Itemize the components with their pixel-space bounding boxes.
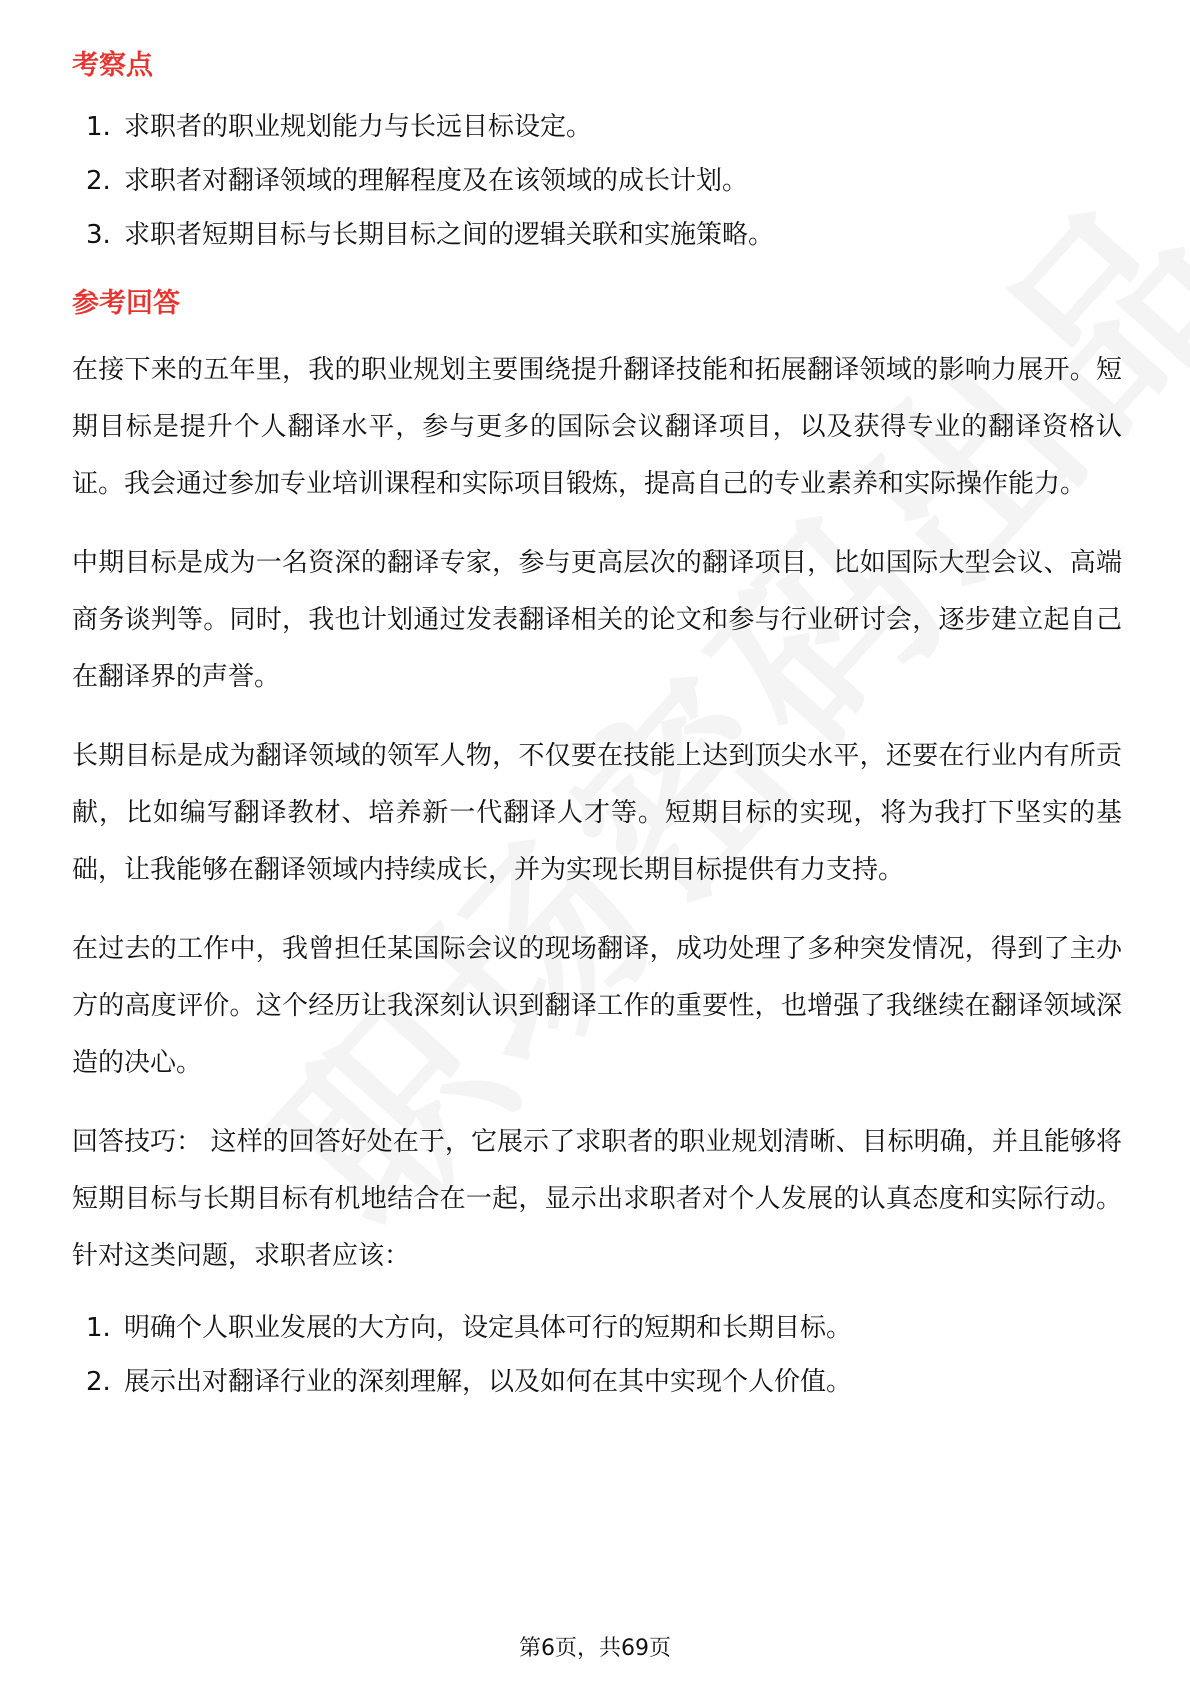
list-item-text: 求职者的职业规划能力与长远目标设定。 [124, 112, 593, 142]
list-item [72, 218, 1122, 252]
answer-paragraph: 在接下来的五年里，我的职业规划主要围绕提升翻译技能和拓展翻译领域的影响力展开。短期目标是提升个人翻译水平，参与更多的国际会议翻译项目，以及获得专业的翻译资格认证。我会通过参加专业培训课程和实际项目锻炼，提高自己的专业素养和实际操作能力。 [72, 355, 1122, 499]
list-number: 1. [86, 112, 111, 142]
list-item-text: 求职者短期目标与长期目标之间的逻辑关联和实施策略。 [124, 220, 775, 250]
list-item [72, 1365, 1122, 1399]
tips-list [72, 1311, 1122, 1399]
list-number: 2. [86, 166, 111, 196]
list-item [72, 1311, 1122, 1345]
points-list [72, 110, 1122, 252]
list-number: 3. [86, 220, 111, 250]
list-item [72, 110, 1122, 144]
list-number: 1. [86, 1313, 111, 1343]
answer-paragraph: 中期目标是成为一名资深的翻译专家，参与更高层次的翻译项目，比如国际大型会议、高端商务谈判等。同时，我也计划通过发表翻译相关的论文和参与行业研讨会，逐步建立起自己在翻译界的声誉。 [72, 548, 1122, 692]
page-number-footer: 第6页，共69页 [519, 1636, 671, 1661]
section-heading-points: 考察点 [72, 50, 153, 81]
page-content [72, 46, 1122, 1399]
answer-tips-paragraph: 回答技巧： 这样的回答好处在于，它展示了求职者的职业规划清晰、目标明确，并且能够将短期目标与长期目标有机地结合在一起，显示出求职者对个人发展的认真态度和实际行动。针对这类问题，求职者应该： [72, 1127, 1122, 1271]
list-item-text: 展示出对翻译行业的深刻理解，以及如何在其中实现个人价值。 [124, 1367, 853, 1397]
list-item [72, 164, 1122, 198]
answer-paragraph: 在过去的工作中，我曾担任某国际会议的现场翻译，成功处理了多种突发情况，得到了主办方的高度评价。这个经历让我深刻认识到翻译工作的重要性，也增强了我继续在翻译领域深造的决心。 [72, 934, 1122, 1078]
list-item-text: 求职者对翻译领域的理解程度及在该领域的成长计划。 [124, 166, 749, 196]
answer-paragraph: 长期目标是成为翻译领域的领军人物，不仅要在技能上达到顶尖水平，还要在行业内有所贡献，比如编写翻译教材、培养新一代翻译人才等。短期目标的实现，将为我打下坚实的基础，让我能够在翻译领域内持续成长，并为实现长期目标提供有力支持。 [72, 741, 1122, 885]
section-heading-answer: 参考回答 [72, 288, 180, 319]
list-number: 2. [86, 1367, 111, 1397]
list-item-text: 明确个人职业发展的大方向，设定具体可行的短期和长期目标。 [124, 1313, 853, 1343]
